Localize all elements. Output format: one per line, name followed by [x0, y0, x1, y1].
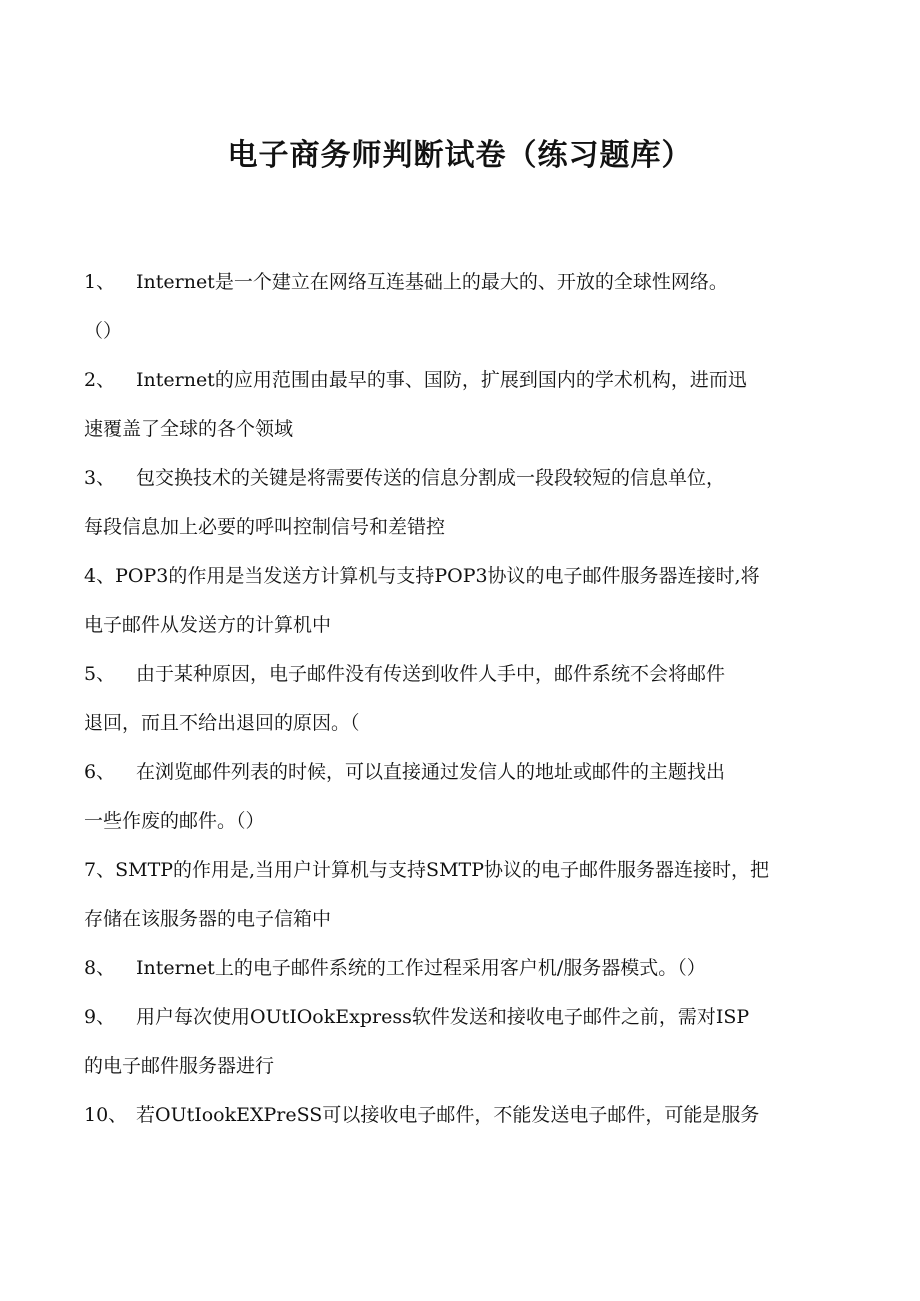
question-line: [84, 656, 834, 705]
question-line: [84, 411, 834, 460]
question-item: [84, 754, 834, 852]
question-line: [84, 1048, 834, 1097]
question-line: [84, 754, 834, 803]
question-text: 退回，而且不给出退回的原因。（: [84, 712, 360, 734]
question-text: Internet是一个建立在网络互连基础上的最大的、开放的全球性网络。: [136, 271, 728, 293]
question-list: [84, 264, 834, 1146]
question-text: 速覆盖了全球的各个领域: [84, 418, 294, 440]
question-number: 4、: [84, 565, 116, 587]
question-line: [84, 313, 834, 362]
question-text: 的电子邮件服务器进行: [84, 1055, 275, 1077]
question-item: [84, 999, 834, 1097]
question-item: [84, 656, 834, 754]
question-number: 3、: [84, 467, 116, 489]
question-text: 一些作废的邮件。（）: [84, 810, 265, 832]
question-number: 1、: [84, 271, 116, 293]
question-line: [84, 362, 834, 411]
question-text: 用户每次使用OUtIOokExpress软件发送和接收电子邮件之前，需对ISP: [136, 1006, 750, 1028]
question-text: 由于某种原因，电子邮件没有传送到收件人手中，邮件系统不会将邮件: [136, 663, 726, 685]
question-text: 若OUtIookEXPreSS可以接收电子邮件，不能发送电子邮件，可能是服务: [136, 1104, 760, 1126]
question-item: [84, 362, 834, 460]
question-number: 10、: [84, 1104, 128, 1126]
question-item: [84, 852, 834, 950]
question-text: 电子邮件从发送方的计算机中: [84, 614, 332, 636]
question-line: [84, 901, 834, 950]
question-item: [84, 460, 834, 558]
question-line: [84, 264, 834, 313]
question-line: [84, 803, 834, 852]
question-text: 包交换技术的关键是将需要传送的信息分割成一段段较短的信息单位，: [136, 467, 726, 489]
question-number: 6、: [84, 761, 116, 783]
question-item: [84, 558, 834, 656]
question-text: 每段信息加上必要的呼叫控制信号和差错控: [84, 516, 446, 538]
question-line: [84, 852, 834, 901]
question-text: Internet的应用范围由最早的事、国防，扩展到国内的学术机构，进而迅: [136, 369, 747, 391]
question-line: [84, 607, 834, 656]
question-number: 8、: [84, 957, 116, 979]
question-line: [84, 999, 834, 1048]
question-number: 2、: [84, 369, 116, 391]
question-text: Internet上的电子邮件系统的工作过程采用客户机/服务器模式。（）: [136, 957, 706, 979]
question-item: [84, 264, 834, 362]
question-text: 存储在该服务器的电子信箱中: [84, 908, 332, 930]
question-number: 9、: [84, 1006, 116, 1028]
question-line: [84, 950, 834, 999]
question-item: [84, 950, 834, 999]
question-line: [84, 509, 834, 558]
question-line: [84, 1097, 834, 1146]
page-title: 电子商务师判断试卷（练习题库）: [227, 138, 693, 173]
question-line: [84, 558, 834, 607]
question-text: 在浏览邮件列表的时候，可以直接通过发信人的地址或邮件的主题找出: [136, 761, 726, 783]
question-line: [84, 460, 834, 509]
question-number: 5、: [84, 663, 116, 685]
question-text: SMTP的作用是,当用户计算机与支持SMTP协议的电子邮件服务器连接时，把: [115, 859, 769, 881]
question-text: POP3的作用是当发送方计算机与支持POP3协议的电子邮件服务器连接时,将: [115, 565, 760, 587]
question-text: （）: [84, 320, 123, 342]
question-item: [84, 1097, 834, 1146]
question-number: 7、: [84, 859, 116, 881]
question-line: [84, 705, 834, 754]
